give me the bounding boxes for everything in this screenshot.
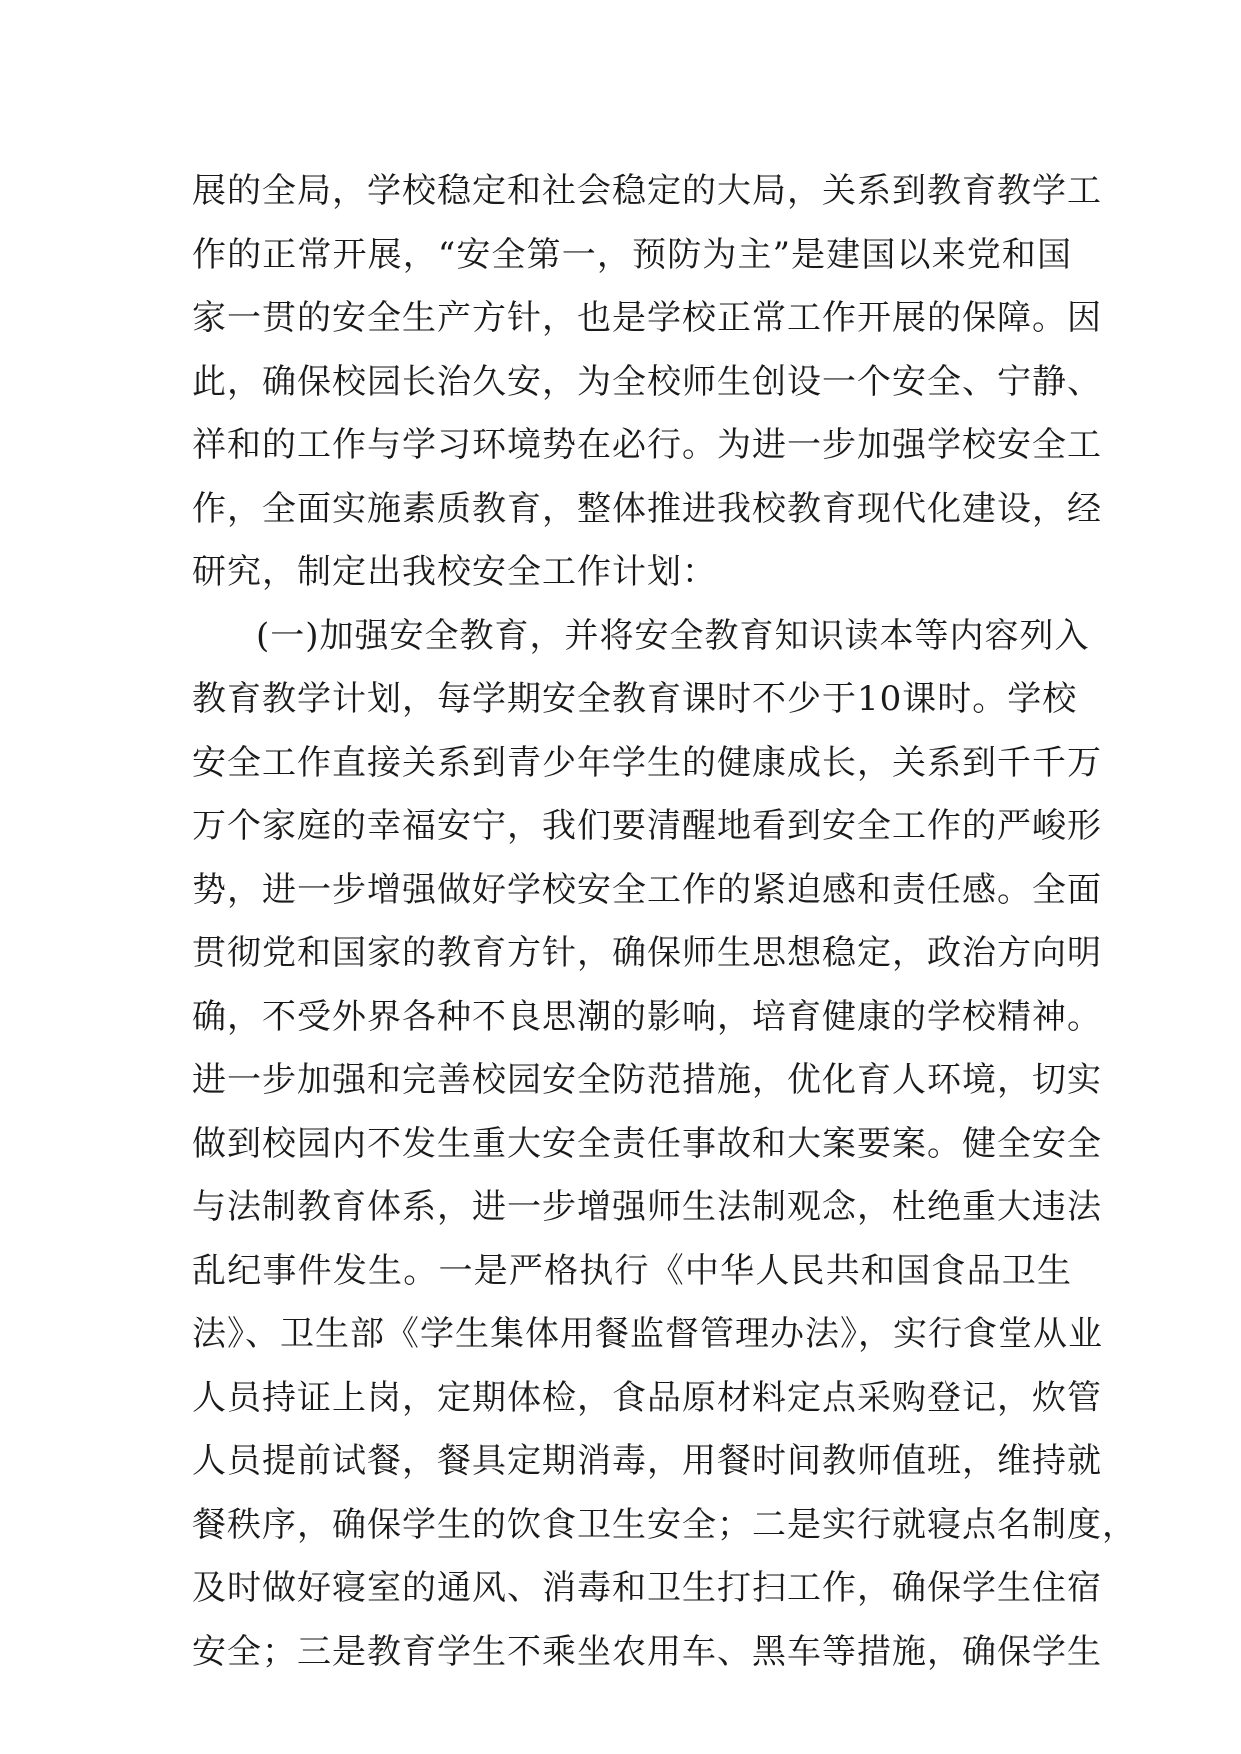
text-line: 祥和的工作与学习环境势在必行。为进一步加强学校安全工	[192, 425, 1102, 465]
text-line: 此，确保校园长治久安，为全校师生创设一个安全、宁静、	[192, 361, 1102, 402]
text-line: 人员提前试餐，餐具定期消毒，用餐时间教师值班，维持就	[192, 1441, 1102, 1481]
text-line: 作，全面实施素质教育，整体推进我校教育现代化建设，经	[192, 488, 1102, 529]
text-line: 进一步加强和完善校园安全防范措施，优化育人环境，切实	[192, 1060, 1102, 1100]
text-line: 万个家庭的幸福安宁，我们要清醒地看到安全工作的严峻形	[192, 806, 1102, 846]
text-line: 法》、卫生部《学生集体用餐监督管理办法》，实行食堂从业	[192, 1314, 1103, 1354]
text-line: 势，进一步增强做好学校安全工作的紧迫感和责任感。全面	[192, 869, 1102, 910]
text-line: 家一贯的安全生产方针，也是学校正常工作开展的保障。因	[192, 298, 1102, 338]
text-line: 安全；三是教育学生不乘坐农用车、黑车等措施，确保学生	[192, 1631, 1102, 1672]
text-line: 做到校园内不发生重大安全责任事故和大案要案。健全安全	[192, 1123, 1102, 1164]
body-text	[192, 160, 1137, 1684]
section-heading-line: (一)加强安全教育，并将安全教育知识读本等内容列入	[256, 615, 1090, 656]
text-line: 与法制教育体系，进一步增强师生法制观念，杜绝重大违法	[192, 1187, 1102, 1227]
text-line: 安全工作直接关系到青少年学生的健康成长，关系到千千万	[192, 742, 1102, 783]
text-line: 贯彻党和国家的教育方针，确保师生思想稳定，政治方向明	[192, 933, 1102, 973]
text-line: 及时做好寝室的通风、消毒和卫生打扫工作，确保学生住宿	[192, 1568, 1102, 1608]
text-line: 确，不受外界各种不良思潮的影响，培育健康的学校精神。	[192, 996, 1102, 1037]
text-line: 作的正常开展，“安全第一，预防为主”是建国以来党和国	[192, 234, 1072, 275]
text-line: 人员持证上岗，定期体检，食品原材料定点采购登记，炊管	[192, 1377, 1102, 1418]
text-line: 展的全局，学校稳定和社会稳定的大局，关系到教育教学工	[192, 171, 1102, 211]
text-line: 教育教学计划，每学期安全教育课时不少于10课时。学校	[192, 679, 1078, 719]
text-line: 研究，制定出我校安全工作计划：	[192, 552, 717, 592]
text-line: 乱纪事件发生。一是严格执行《中华人民共和国食品卫生	[192, 1250, 1072, 1291]
text-line: 餐秩序，确保学生的饮食卫生安全；二是实行就寝点名制度，	[192, 1504, 1137, 1545]
